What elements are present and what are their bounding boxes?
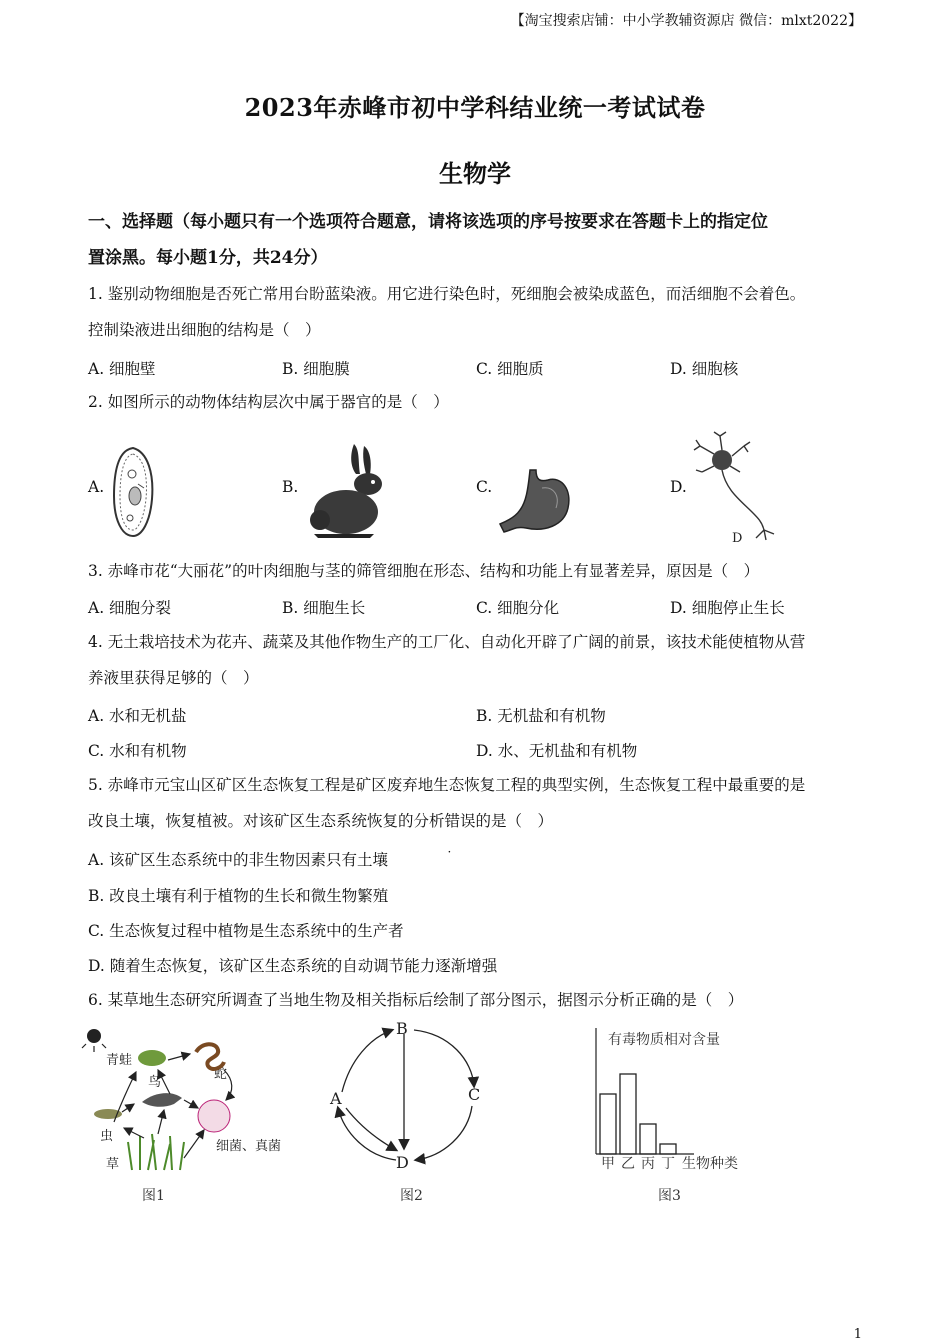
q1-option-d: D. 细胞核 bbox=[670, 360, 739, 378]
q1-stem-line2: 控制染液进出细胞的结构是（ ） bbox=[88, 321, 321, 339]
label-grass: 草 bbox=[106, 1157, 120, 1172]
svg-text:D: D bbox=[732, 531, 743, 546]
q4-option-b: B. 无机盐和有机物 bbox=[476, 707, 606, 725]
q1-option-b: B. 细胞膜 bbox=[282, 360, 350, 378]
exam-title: 2023年赤峰市初中学科结业统一考试试卷 bbox=[244, 93, 706, 122]
bar-0 bbox=[600, 1094, 616, 1154]
q5-option-c: C. 生态恢复过程中植物是生态系统中的生产者 bbox=[88, 922, 404, 940]
q5-stem-line2-pre: 改良土壤，恢复植被。对该矿区生态系统恢复的分析 bbox=[88, 812, 445, 830]
q3-stem: 3. 赤峰市花“大丽花”的叶肉细胞与茎的筛管细胞在形态、结构和功能上有显著差异，原因是（ ） bbox=[88, 562, 760, 580]
node-a: A bbox=[330, 1089, 342, 1108]
q4-stem-line1: 4. 无土栽培技术为花卉、蔬菜及其他作物生产的工厂化、自动化开辟了广阔的前景，该技术能使植物从营 bbox=[88, 633, 806, 651]
page-number: 1 bbox=[853, 1327, 862, 1342]
q5-stem-line1: 5. 赤峰市元宝山区矿区生态恢复工程是矿区废弃地生态恢复工程的典型实例，生态恢复工程中最重要的是 bbox=[88, 776, 806, 794]
insect-icon bbox=[94, 1109, 122, 1119]
q3-option-b: B. 细胞生长 bbox=[282, 599, 366, 617]
q1-stem-line1: 1. 鉴别动物细胞是否死亡常用台盼蓝染液。用它进行染色时，死细胞会被染成蓝色，而活细胞不会着色。 bbox=[88, 285, 806, 303]
label-decomposer: 细菌、真菌 bbox=[216, 1139, 282, 1154]
x-axis-label: 生物种类 bbox=[682, 1156, 738, 1172]
q2-option-c: C. bbox=[476, 478, 493, 496]
section-heading-line1: 一、选择题（每小题只有一个选项符合题意，请将该选项的序号按要求在答题卡上的指定位 bbox=[88, 212, 768, 232]
q4-option-a: A. 水和无机盐 bbox=[88, 707, 187, 725]
paramecium-image bbox=[108, 444, 158, 540]
bar-1 bbox=[620, 1074, 636, 1154]
category-label-1: 乙 bbox=[621, 1156, 635, 1172]
label-snake: 蛇 bbox=[214, 1067, 228, 1082]
q5-stem-line2-post: 的是（ ） bbox=[475, 812, 554, 830]
q3-option-c: C. 细胞分化 bbox=[476, 599, 560, 617]
q6-stem: 6. 某草地生态研究所调查了当地生物及相关指标后绘制了部分图示，据图示分析正确的是（ ） bbox=[88, 991, 744, 1009]
q2-option-a: A. bbox=[88, 478, 105, 496]
section-heading-line2: 置涂黑。每小题1分，共24分） bbox=[88, 248, 328, 268]
neuron-image bbox=[692, 430, 788, 546]
snake-icon bbox=[196, 1044, 224, 1069]
category-label-2: 丙 bbox=[641, 1156, 655, 1172]
label-bird: 鸟 bbox=[148, 1075, 162, 1090]
bar-3 bbox=[660, 1144, 676, 1154]
q2-stem: 2. 如图所示的动物体结构层次中属于器官的是（ ） bbox=[88, 393, 449, 411]
node-c: C bbox=[468, 1085, 481, 1104]
category-label-3: 丁 bbox=[661, 1156, 675, 1172]
bar-2 bbox=[640, 1124, 656, 1154]
figure3-bar-chart bbox=[586, 1024, 766, 1210]
figure3-caption: 图3 bbox=[658, 1188, 681, 1204]
label-insect: 虫 bbox=[100, 1129, 114, 1144]
header-note: 【淘宝搜索店铺：中小学教辅资源店 微信：mlxt2022】 bbox=[510, 13, 862, 29]
q4-stem-line2: 养液里获得足够的（ ） bbox=[88, 669, 259, 687]
grass-icon bbox=[128, 1134, 184, 1170]
bird-icon bbox=[142, 1093, 182, 1107]
figure2-cycle bbox=[320, 1016, 500, 1212]
decomposer-icon bbox=[198, 1100, 230, 1132]
q1-option-c: C. 细胞质 bbox=[476, 360, 544, 378]
stomach-image bbox=[496, 466, 576, 538]
category-label-0: 甲 bbox=[601, 1156, 615, 1172]
node-d: D bbox=[396, 1153, 409, 1172]
q3-option-d: D. 细胞停止生长 bbox=[670, 599, 785, 617]
figure1-food-web bbox=[84, 1018, 304, 1204]
q5-emphasis-word: 错误 · · bbox=[445, 812, 476, 830]
y-axis-label: 有毒物质相对含量 bbox=[608, 1032, 720, 1048]
figure2-caption: 图2 bbox=[400, 1188, 423, 1204]
q5-option-a: A. 该矿区生态系统中的非生物因素只有土壤 bbox=[88, 851, 389, 869]
q5-option-b: B. 改良土壤有利于植物的生长和微生物繁殖 bbox=[88, 887, 389, 905]
rabbit-image bbox=[304, 440, 394, 540]
q3-option-a: A. 细胞分裂 bbox=[88, 599, 172, 617]
figure1-caption: 图1 bbox=[142, 1188, 165, 1204]
q4-option-c: C. 水和有机物 bbox=[88, 742, 187, 760]
frog-icon bbox=[138, 1050, 166, 1066]
subject-title: 生物学 bbox=[439, 159, 511, 188]
q2-option-d: D. bbox=[670, 478, 687, 496]
node-b: B bbox=[396, 1019, 408, 1038]
q1-option-a: A. 细胞壁 bbox=[88, 360, 156, 378]
q2-option-b: B. bbox=[282, 478, 299, 496]
q5-stem-line2 bbox=[88, 803, 868, 839]
sun-icon bbox=[82, 1029, 106, 1052]
label-frog: 青蛙 bbox=[106, 1053, 133, 1068]
q4-option-d: D. 水、无机盐和有机物 bbox=[476, 742, 638, 760]
q5-option-d: D. 随着生态恢复，该矿区生态系统的自动调节能力逐渐增强 bbox=[88, 957, 498, 975]
